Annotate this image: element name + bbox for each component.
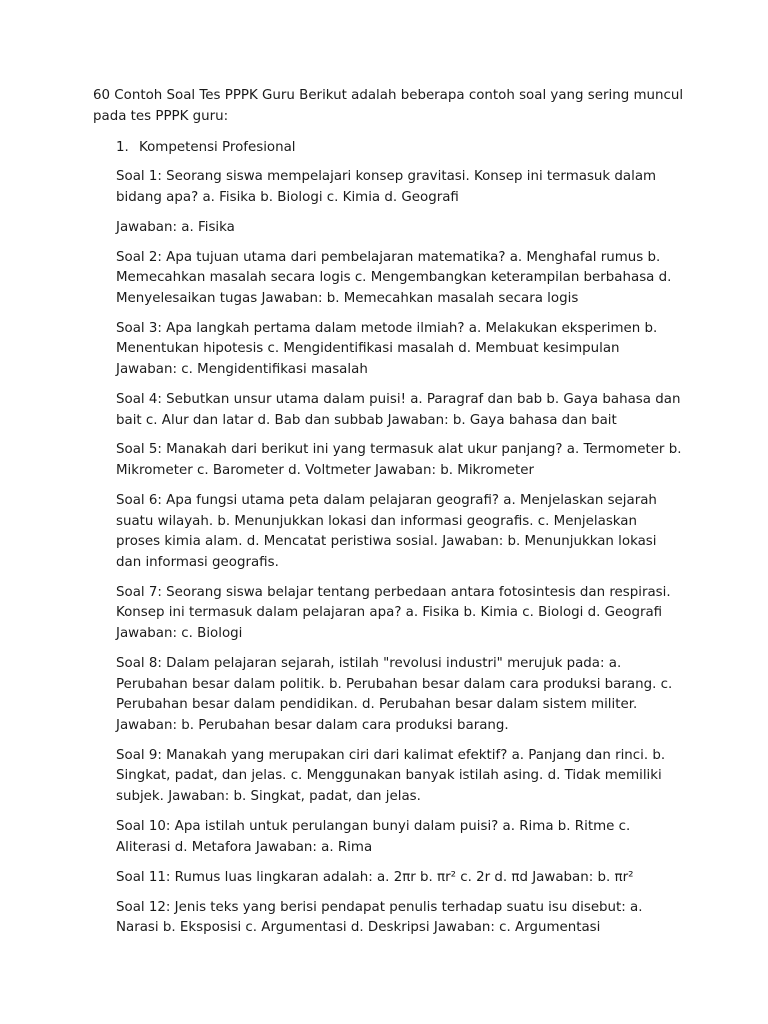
question-paragraph: Soal 11: Rumus luas lingkaran adalah: a. 2πr b. πr² c. 2r d. πd Jawaban: b. πr²	[116, 869, 634, 885]
question-paragraph: Soal 2: Apa tujuan utama dari pembelajaran matematika? a. Menghafal rumus b. Memecahkan masalah secara logis c. Mengembangkan keterampilan berbahasa d. Menyelesaikan tugas Jawaban: b. Memecahkan masalah secara logis	[116, 249, 672, 306]
question-paragraph: Soal 6: Apa fungsi utama peta dalam pelajaran geografi? a. Menjelaskan sejarah suatu wilayah. b. Menunjukkan lokasi dan informasi geografis. c. Menjelaskan proses kimia alam. d. Mencatat peristiwa sosial. Jawaban: b. Menunjukkan lokasi dan informasi geografis.	[116, 493, 657, 570]
section-heading	[116, 138, 676, 159]
question-list	[116, 167, 682, 948]
question-paragraph: Soal 10: Apa istilah untuk perulangan bunyi dalam puisi? a. Rima b. Ritme c. Aliterasi d. Metafora Jawaban: a. Rima	[116, 818, 631, 855]
question-paragraph: Soal 7: Seorang siswa belajar tentang perbedaan antara fotosintesis dan respirasi. Konsep ini termasuk dalam pelajaran apa? a. Fisika b. Kimia c. Biologi d. Geografi Jawaban: c. Biologi	[116, 584, 671, 642]
answer-paragraph: Jawaban: a. Fisika	[116, 219, 235, 235]
question-paragraph: Soal 3: Apa langkah pertama dalam metode ilmiah? a. Melakukan eksperimen b. Menentukan hipotesis c. Mengidentifikasi masalah d. Membuat kesimpulan Jawaban: c. Mengidentifikasi masalah	[116, 320, 658, 377]
section-number: 1.	[116, 140, 129, 155]
question-paragraph: Soal 8: Dalam pelajaran sejarah, istilah "revolusi industri" merujuk pada: a. Perubahan besar dalam politik. b. Perubahan besar dalam cara produksi barang. c. Perubahan besar dalam pendidikan. d. Perubahan besar dalam sistem militer. Jawaban: b. Perubahan besar dalam cara produksi barang.	[116, 656, 673, 733]
section-title: Kompetensi Profesional	[139, 140, 296, 155]
document-intro: 60 Contoh Soal Tes PPPK Guru Berikut adalah beberapa contoh soal yang sering muncul pada tes PPPK guru:	[93, 88, 684, 124]
question-paragraph: Soal 4: Sebutkan unsur utama dalam puisi! a. Paragraf dan bab b. Gaya bahasa dan bait c. Alur dan latar d. Bab dan subbab Jawaban: b. Gaya bahasa dan bait	[116, 391, 681, 428]
question-paragraph: Soal 12: Jenis teks yang berisi pendapat penulis terhadap suatu isu disebut: a. Narasi b. Eksposisi c. Argumentasi d. Deskripsi Jawaban: c. Argumentasi	[116, 899, 643, 936]
question-paragraph: Soal 1: Seorang siswa mempelajari konsep gravitasi. Konsep ini termasuk dalam bidang apa? a. Fisika b. Biologi c. Kimia d. Geografi	[116, 169, 657, 205]
question-paragraph: Soal 9: Manakah yang merupakan ciri dari kalimat efektif? a. Panjang dan rinci. b. Singkat, padat, dan jelas. c. Menggunakan banyak istilah asing. d. Tidak memiliki subjek. Jawaban: b. Singkat, padat, dan jelas.	[116, 747, 666, 804]
question-paragraph: Soal 5: Manakah dari berikut ini yang termasuk alat ukur panjang? a. Termometer b. Mikrometer c. Barometer d. Voltmeter Jawaban: b. Mikrometer	[116, 442, 682, 479]
